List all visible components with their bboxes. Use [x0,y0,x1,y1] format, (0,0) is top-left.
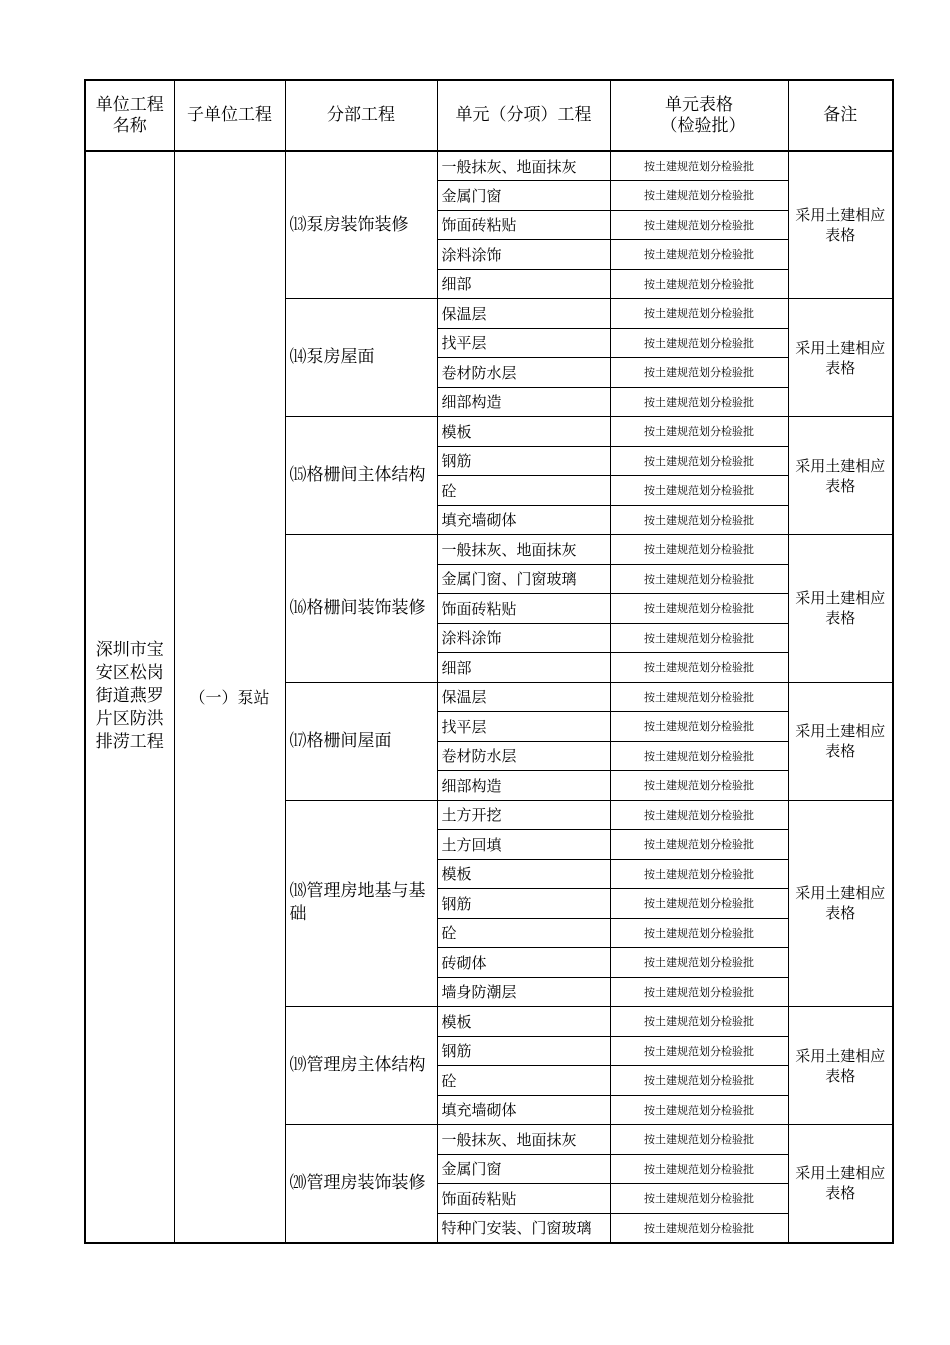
item-name: 钢筋 [437,889,610,919]
item-name: 饰面砖粘贴 [437,1184,610,1214]
item-name: 一般抹灰、地面抹灰 [437,1125,610,1155]
item-name: 钢筋 [437,1036,610,1066]
item-name: 细部构造 [437,771,610,801]
division-name: ⒃格栅间装饰装修 [285,535,437,683]
item-name: 涂料涂饰 [437,240,610,270]
form-cell: 按土建规范划分检验批 [610,151,788,181]
item-name: 钢筋 [437,446,610,476]
item-name: 一般抹灰、地面抹灰 [437,151,610,181]
form-cell: 按土建规范划分检验批 [610,328,788,358]
form-cell: 按土建规范划分检验批 [610,653,788,683]
item-name: 保温层 [437,682,610,712]
item-name: 墙身防潮层 [437,977,610,1007]
form-cell: 按土建规范划分检验批 [610,623,788,653]
remark-cell: 采用土建相应表格 [788,151,893,299]
form-cell: 按土建规范划分检验批 [610,1154,788,1184]
form-cell: 按土建规范划分检验批 [610,417,788,447]
item-name: 找平层 [437,328,610,358]
item-name: 填充墙砌体 [437,1095,610,1125]
item-name: 卷材防水层 [437,741,610,771]
form-cell: 按土建规范划分检验批 [610,446,788,476]
division-name: ⒀泵房装饰装修 [285,151,437,299]
remark-cell: 采用土建相应表格 [788,1125,893,1243]
division-name: ⒆管理房主体结构 [285,1007,437,1125]
form-cell: 按土建规范划分检验批 [610,564,788,594]
item-name: 模板 [437,1007,610,1037]
item-name: 细部 [437,653,610,683]
division-name: ⒇管理房装饰装修 [285,1125,437,1243]
item-name: 砼 [437,1066,610,1096]
division-name: ⒂格栅间主体结构 [285,417,437,535]
form-cell: 按土建规范划分检验批 [610,977,788,1007]
division-name: ⒅管理房地基与基础 [285,800,437,1007]
item-name: 找平层 [437,712,610,742]
remark-cell: 采用土建相应表格 [788,800,893,1007]
form-cell: 按土建规范划分检验批 [610,535,788,565]
form-cell: 按土建规范划分检验批 [610,1036,788,1066]
unit-project-name: 深圳市宝安区松岗街道燕罗片区防洪排涝工程 [85,151,174,1243]
form-cell: 按土建规范划分检验批 [610,476,788,506]
item-name: 饰面砖粘贴 [437,210,610,240]
header-item-project: 单元（分项）工程 [437,80,610,151]
item-name: 金属门窗、门窗玻璃 [437,564,610,594]
form-cell: 按土建规范划分检验批 [610,1213,788,1243]
remark-cell: 采用土建相应表格 [788,535,893,683]
project-division-table [84,79,894,1244]
item-name: 砼 [437,476,610,506]
form-cell: 按土建规范划分检验批 [610,299,788,329]
sub-unit-name: （一）泵站 [174,151,285,1243]
item-name: 涂料涂饰 [437,623,610,653]
item-name: 保温层 [437,299,610,329]
form-cell: 按土建规范划分检验批 [610,1184,788,1214]
form-cell: 按土建规范划分检验批 [610,800,788,830]
item-name: 一般抹灰、地面抹灰 [437,535,610,565]
table-row [85,151,893,181]
division-name: ⒁泵房屋面 [285,299,437,417]
header-unit-form: 单元表格（检验批） [610,80,788,151]
item-name: 砼 [437,918,610,948]
form-cell: 按土建规范划分检验批 [610,712,788,742]
form-cell: 按土建规范划分检验批 [610,1095,788,1125]
form-cell: 按土建规范划分检验批 [610,859,788,889]
header-division-project: 分部工程 [285,80,437,151]
form-cell: 按土建规范划分检验批 [610,1125,788,1155]
form-cell: 按土建规范划分检验批 [610,181,788,211]
item-name: 土方回填 [437,830,610,860]
item-name: 细部构造 [437,387,610,417]
item-name: 砖砌体 [437,948,610,978]
form-cell: 按土建规范划分检验批 [610,240,788,270]
form-cell: 按土建规范划分检验批 [610,210,788,240]
item-name: 饰面砖粘贴 [437,594,610,624]
form-cell: 按土建规范划分检验批 [610,771,788,801]
remark-cell: 采用土建相应表格 [788,417,893,535]
division-name: ⒄格栅间屋面 [285,682,437,800]
item-name: 模板 [437,859,610,889]
form-cell: 按土建规范划分检验批 [610,682,788,712]
form-cell: 按土建规范划分检验批 [610,889,788,919]
item-name: 土方开挖 [437,800,610,830]
form-cell: 按土建规范划分检验批 [610,1007,788,1037]
item-name: 模板 [437,417,610,447]
header-unit-project: 单位工程名称 [85,80,174,151]
table-header-row [85,80,893,151]
form-cell: 按土建规范划分检验批 [610,1066,788,1096]
form-cell: 按土建规范划分检验批 [610,918,788,948]
item-name: 填充墙砌体 [437,505,610,535]
header-sub-unit-project: 子单位工程 [174,80,285,151]
header-remarks: 备注 [788,80,893,151]
item-name: 卷材防水层 [437,358,610,388]
form-cell: 按土建规范划分检验批 [610,741,788,771]
item-name: 细部 [437,269,610,299]
item-name: 特种门安装、门窗玻璃 [437,1213,610,1243]
remark-cell: 采用土建相应表格 [788,682,893,800]
form-cell: 按土建规范划分检验批 [610,948,788,978]
remark-cell: 采用土建相应表格 [788,1007,893,1125]
form-cell: 按土建规范划分检验批 [610,830,788,860]
item-name: 金属门窗 [437,181,610,211]
item-name: 金属门窗 [437,1154,610,1184]
form-cell: 按土建规范划分检验批 [610,358,788,388]
form-cell: 按土建规范划分检验批 [610,594,788,624]
form-cell: 按土建规范划分检验批 [610,269,788,299]
form-cell: 按土建规范划分检验批 [610,505,788,535]
remark-cell: 采用土建相应表格 [788,299,893,417]
form-cell: 按土建规范划分检验批 [610,387,788,417]
